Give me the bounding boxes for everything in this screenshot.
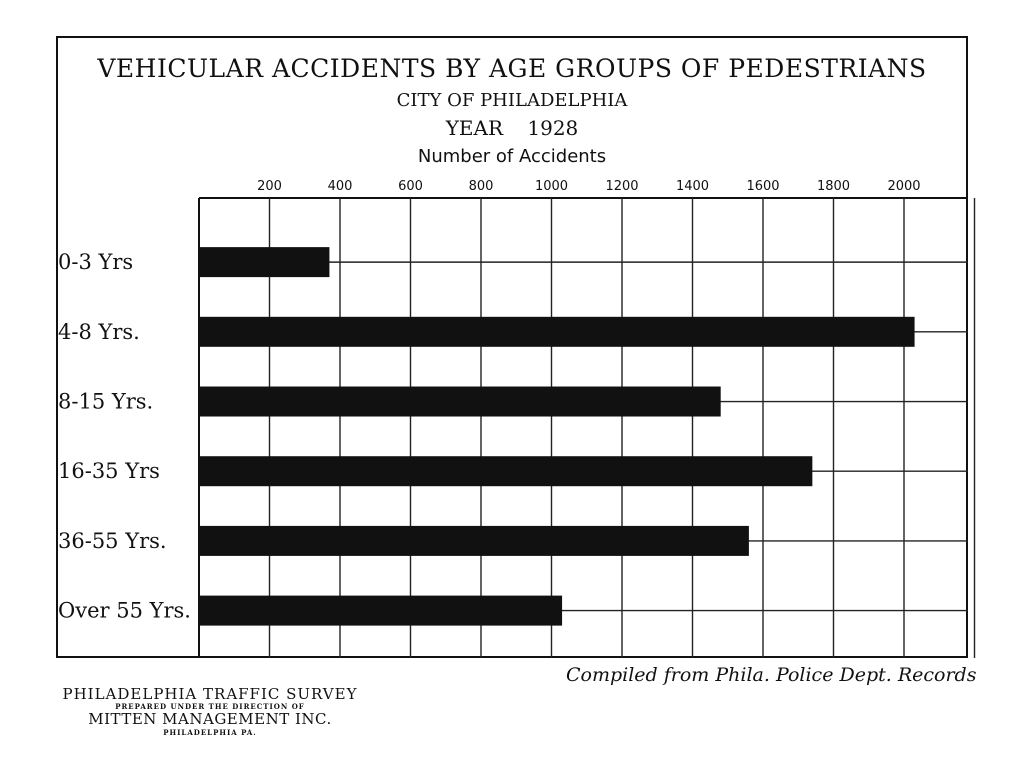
footer-prepared-by: PREPARED UNDER THE DIRECTION OF: [115, 702, 305, 712]
footer-location: PHILADELPHIA PA.: [163, 727, 257, 737]
footer-company: MITTEN MANAGEMENT INC.: [88, 710, 332, 729]
y-category-label: Over 55 Yrs.: [58, 598, 191, 623]
publisher-footer: [40, 686, 380, 737]
bar-36-55-yrs: [199, 526, 749, 556]
chart-subtitle: CITY OF PHILADELPHIA: [396, 90, 628, 111]
x-tick-label: 1200: [605, 179, 639, 194]
bar-4-8-yrs: [199, 317, 915, 347]
source-credit: Compiled from Phila. Police Dept. Records: [566, 664, 977, 686]
x-tick-label: 600: [398, 179, 423, 194]
chart-year: YEAR 1928: [445, 116, 579, 140]
footer-survey-name: PHILADELPHIA TRAFFIC SURVEY: [62, 685, 358, 703]
bar-8-15-yrs: [199, 387, 721, 417]
y-category-label: 4-8 Yrs.: [58, 319, 140, 344]
x-tick-label: 1000: [534, 179, 569, 194]
x-axis-label: Number of Accidents: [417, 146, 607, 167]
x-tick-label: 400: [327, 179, 353, 194]
chart-title: VEHICULAR ACCIDENTS BY AGE GROUPS OF PEDESTRIANS: [97, 54, 927, 83]
y-category-label: 0-3 Yrs: [58, 250, 134, 275]
x-tick-label: 1400: [675, 179, 710, 194]
x-tick-label: 1600: [746, 179, 780, 194]
y-category-label: 8-15 Yrs.: [58, 389, 154, 414]
bar-0-3-yrs: [199, 247, 329, 277]
y-category-label: 16-35 Yrs: [58, 459, 160, 484]
x-tick-label: 800: [468, 179, 494, 194]
bar-16-35-yrs: [199, 456, 812, 486]
bar-over-55-yrs: [199, 596, 562, 626]
y-category-label: 36-55 Yrs.: [58, 528, 167, 553]
x-tick-label: 1800: [816, 179, 851, 194]
x-tick-label: 200: [257, 179, 282, 194]
x-tick-label: 2000: [887, 179, 921, 194]
